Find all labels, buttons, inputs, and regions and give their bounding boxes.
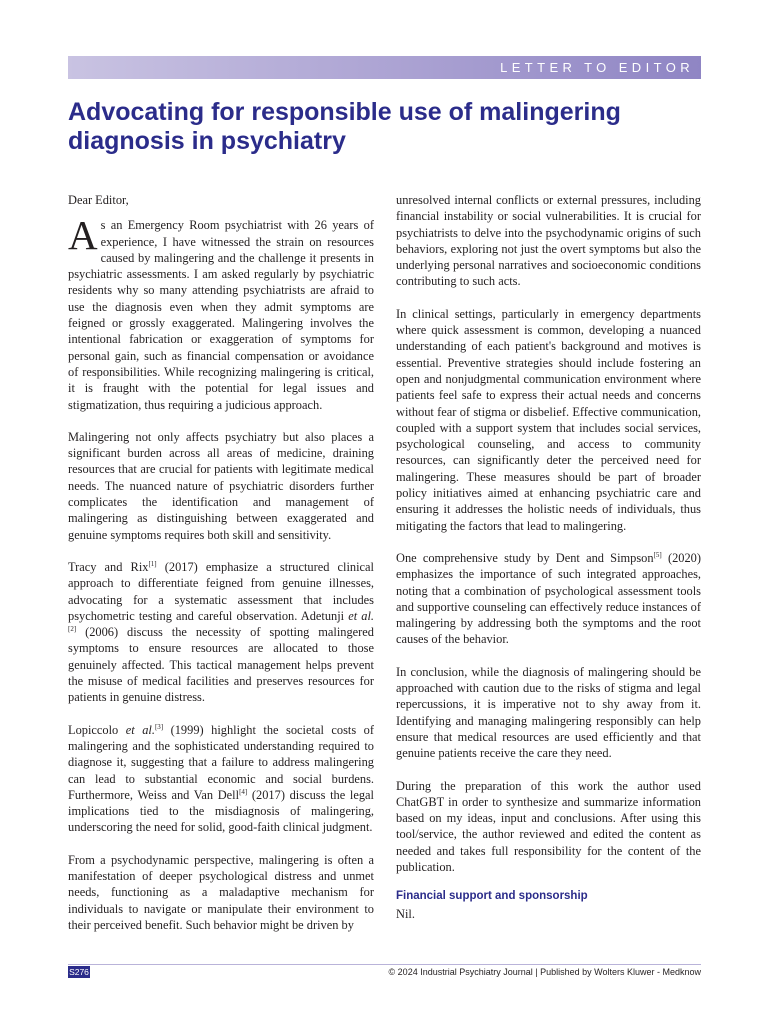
paragraph-1 [68, 212, 374, 413]
article-title: Advocating for responsible use of malingering diagnosis in psychiatry [68, 98, 621, 155]
citation-4[interactable]: [4] [239, 787, 248, 796]
footer-divider [68, 964, 701, 965]
page-number-badge: S276 [69, 967, 89, 977]
text-run: (1999) highlight the societal costs of malingering and the sophisticated understanding required to diagnose it, suggesting that a failure to address malingering can lead to substantial economic and social burdens. Furthermore, Weiss and Van Dell [68, 722, 374, 802]
paragraph-8: In conclusion, while the diagnosis of malingering should be approached with caution due to the risks of stigma and legal repercussions, it is imperative not to shy away from it. Identifying and managing malingering responsibly can help ensure that medical resources are used efficiently and that genuine patients receive the care they need. [396, 664, 701, 761]
text-run: One comprehensive study by Dent and Simpson [396, 550, 654, 565]
paragraph-7 [396, 550, 701, 648]
citation-1[interactable]: [1] [148, 559, 157, 568]
citation-5[interactable]: [5] [653, 550, 662, 559]
paragraph-2: Malingering not only affects psychiatry but also places a significant burden across all areas of medicine, draining resources that are crucial for patients with legitimate medical needs. The nuanced nature of psychiatric disorders further complicates the identification and management of malingering as distinguishing between exaggerated and genuine symptoms requires both skill and sensitivity. [68, 429, 374, 542]
paragraph-5: From a psychodynamic perspective, malingering is often a manifestation of deeper psychological distress and unmet needs, functioning as a maladaptive mechanism for individuals to navigate or manipulate their environment to their perceived benefit. Such behavior might be driven by [68, 852, 374, 932]
footer-copyright: © 2024 Industrial Psychiatry Journal | Published by Wolters Kluwer - Medknow [388, 967, 701, 977]
paragraph-5-continued: unresolved internal conflicts or external pressures, including financial instability or social vulnerabilities. It is crucial for psychiatrists to delve into the psychodynamic origins of such behaviors, exploring not just the overt symptoms but also the underlying personal narratives and socioeconomic conditions contributing to such acts. [396, 193, 701, 289]
text-run: (2017) discuss the legal implications tied to the misdiagnosis of malingering, underscoring the need for solid, good-faith clinical judgment. [68, 787, 374, 835]
funding-heading: Financial support and sponsorship [396, 890, 588, 903]
text-run: (2020) emphasizes the importance of such integrated approaches, noting that a combination of psychological assessment tools and supportive counseling can effectively reduce instances of malingering by addressing both the symptoms and the root causes of the behavior. [396, 550, 701, 647]
paragraph-6: In clinical settings, particularly in emergency departments where quick assessment is common, developing a nuanced understanding of each patient's background and motives is essential. Preventive strategies should include fostering an open and nonjudgmental communication environment where patients feel safe to express their actual needs and concerns without fear of stigma or disbelief. Effective communication, coupled with a support system that includes social services, psychological counseling, and access to community resources, can significantly deter the perceived need for malingering. These measures should be part of broader policy initiatives aimed at enhancing psychiatric care and ensuring it addresses the holistic needs of individuals, thus mitigating the factors that lead to malingering. [396, 306, 701, 533]
paragraph-9: During the preparation of this work the author used ChatGBT in order to synthesize and summarize information based on my ideas, input and conclusions. After using this tool/service, the author reviewed and edited the content as needed and takes full responsibility for the content of the publication. [396, 778, 701, 874]
et-al: et al. [125, 722, 155, 737]
funding-text: Nil. [396, 907, 415, 922]
text-run: (2017) emphasize a structured clinical approach to differentiate feigned from genuine illnesses, advocating for a systematic assessment that includes psychometric testing and careful observation. Adetunji [68, 559, 374, 623]
section-label: LETTER TO EDITOR [500, 60, 694, 75]
paragraph-4 [68, 722, 374, 836]
salutation: Dear Editor, [68, 193, 129, 207]
citation-3[interactable]: [3] [154, 722, 164, 731]
et-al: et al. [348, 608, 374, 623]
paragraph-3 [68, 559, 374, 706]
text-run: (2006) discuss the necessity of spotting malingered symptoms to ensure resources are allocated to those genuinely affected. This tactical management helps prevent the misuse of medical facilities and preserves resources for patients in genuine distress. [68, 625, 374, 705]
right-column [396, 192, 701, 923]
text-run: Lopiccolo [68, 722, 126, 737]
section-banner [68, 56, 701, 79]
text-run: Tracy and Rix [68, 559, 149, 574]
paragraph-1-text: s an Emergency Room psychiatrist with 26 years of experience, I have witnessed the strain on resources caused by malingering and the challenge it presents in psychiatric assessments. I am asked regularly by psychiatric residents why so many attending psychiatrists are afraid to use the diagnosis even when they admit symptoms are feigned or grossly exaggerated. Malingering involves the intentional fabrication or exaggeration of symptoms for personal gain, such as financial compensation or avoidance of responsibilities. While recognizing malingering is critical, it is fraught with the potential for legal issues and stigmatization, thus requiring a judicious approach. [68, 218, 374, 412]
citation-2[interactable]: [2] [68, 625, 77, 633]
left-column [68, 192, 374, 949]
drop-cap: A [68, 212, 98, 259]
